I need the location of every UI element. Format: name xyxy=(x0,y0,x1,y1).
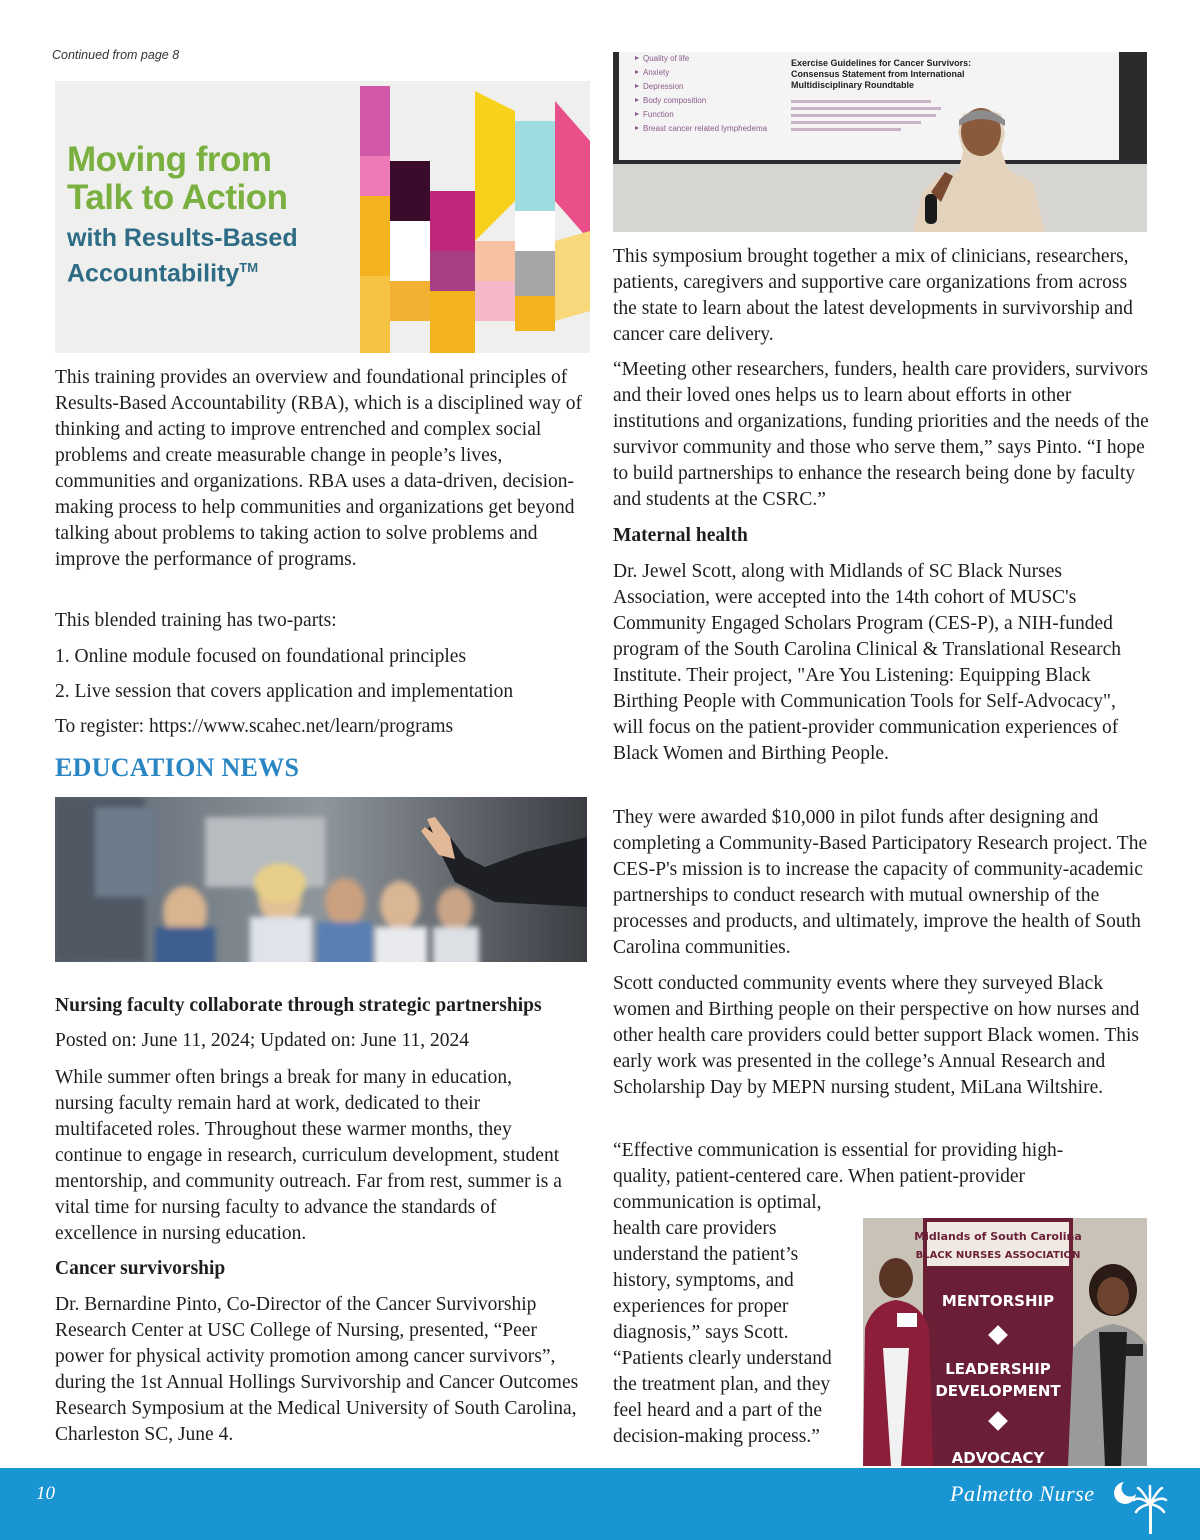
article-title: Nursing faculty collaborate through strategic partnerships xyxy=(55,995,542,1016)
rba-subtitle-line1: with Results-Based xyxy=(67,224,298,252)
quote-line: understand the patient’s xyxy=(613,1244,799,1265)
slide-bullet: Function xyxy=(643,110,674,119)
article-intro-text: While summer often brings a break for many in education, nursing faculty remain hard at work, dedicated to their multifaceted roles. Throughout these warmer months, they continue to engage in research, curriculum development, student mentorship, and community outreach. Far from rest, summer is a vital time for nursing faculty to advance the standards of excellence in nursing education. xyxy=(55,1067,562,1244)
article-posted-date: Posted on: June 11, 2024; Updated on: June 11, 2024 xyxy=(55,1030,469,1051)
slide-title-line: Multidisciplinary Roundtable xyxy=(791,80,915,90)
rba-title-line2: Talk to Action xyxy=(67,178,288,217)
cancer-survivorship-heading: Cancer survivorship xyxy=(55,1258,226,1279)
banner-item-mentorship: MENTORSHIP xyxy=(941,1292,1055,1310)
quote-line: the treatment plan, and they xyxy=(613,1374,831,1395)
rba-mosaic-graphic xyxy=(355,81,590,353)
publication-name: Palmetto Nurse xyxy=(950,1481,1095,1506)
page-footer xyxy=(0,1468,1200,1540)
maternal-health-text-2: They were awarded $10,000 in pilot funds after designing and completing a Community-Based Participatory Research project. The CES-P's mission is to increase the capacity of community-academic partnerships to conduct research with mutual ownership of the processes and products, and ultimately, improve the health of South Carolina communities. xyxy=(613,807,1148,958)
slide-bullet: Body composition xyxy=(643,96,707,105)
maternal-health-heading: Maternal health xyxy=(613,525,748,546)
quote-line: communication is optimal, xyxy=(613,1192,822,1213)
rba-title xyxy=(67,141,288,217)
quote-line: quality, patient-centered care. When patient-provider xyxy=(613,1166,1026,1187)
banner-item-development: DEVELOPMENT xyxy=(935,1382,1061,1400)
rba-intro-text: This training provides an overview and foundational principles of Results-Based Accountability (RBA), which is a disciplined way of thinking and acting to improve entrenched and complex social problems and create measurable change in people’s lives, communities and organizations. RBA uses a data-driven, decision-making process to help communities and organizations get beyond talking about problems to taking action to solve problems and improve the performance of programs. xyxy=(55,367,582,570)
nurses-association-photo xyxy=(863,1218,1147,1466)
trademark-mark: TM xyxy=(239,260,259,275)
page-number: 10 xyxy=(36,1483,55,1504)
palmetto-moon-icon xyxy=(1110,1470,1170,1536)
rba-register-link[interactable]: To register: https://www.scahec.net/learn/programs xyxy=(55,716,454,737)
section-heading-education-news: EDUCATION NEWS xyxy=(55,753,300,782)
quote-line: experiences for proper xyxy=(613,1296,789,1317)
maternal-health-text-3: Scott conducted community events where they surveyed Black women and Birthing people on their perspective on how nurses and other health care providers could better support Black women. This early work was presented in the college’s Annual Research and Scholarship Day by MEPN nursing student, MiLana Wiltshire. xyxy=(613,973,1140,1098)
rba-part-2: 2. Live session that covers application and implementation xyxy=(55,681,514,702)
quote-line: “Patients clearly understand xyxy=(613,1348,832,1369)
slide-bullet: Anxiety xyxy=(643,68,670,77)
slide-bullet: Quality of life xyxy=(643,54,690,63)
symposium-text: This symposium brought together a mix of clinicians, researchers, patients, caregivers and supportive care organizations from across the state to learn about the latest developments in survivorship and cancer care delivery. xyxy=(613,246,1133,345)
quote-line: feel heard and a part of the xyxy=(613,1400,822,1421)
rba-part-1: 1. Online module focused on foundational principles xyxy=(55,646,467,667)
slide-title-line: Consensus Statement from International xyxy=(791,69,965,79)
slide-title-line: Exercise Guidelines for Cancer Survivors: xyxy=(791,58,972,68)
rba-subtitle xyxy=(67,223,298,288)
quote-line: history, symptoms, and xyxy=(613,1270,794,1291)
slide-bullet: Breast cancer related lymphedema xyxy=(643,124,768,133)
classroom-photo xyxy=(55,797,587,962)
rba-parts-intro: This blended training has two-parts: xyxy=(55,610,337,631)
rba-title-line1: Moving from xyxy=(67,140,272,179)
speaker-photo xyxy=(613,52,1147,232)
rba-banner-image xyxy=(55,81,590,353)
banner-line-1: Midlands of South Carolina xyxy=(914,1230,1082,1243)
banner-line-2: BLACK NURSES ASSOCIATION xyxy=(915,1250,1081,1261)
slide-bullet: Depression xyxy=(643,82,684,91)
quote-line: health care providers xyxy=(613,1218,777,1239)
maternal-health-text-1: Dr. Jewel Scott, along with Midlands of SC Black Nurses Association, were accepted into the 14th cohort of MUSC's Community Engaged Scholars Program (CES-P), a NIH-funded program of the South Carolina Clinical & Translational Research Institute. Their project, "Are You Listening: Equipping Black Birthing People with Communication Tools for Self-Advocacy", will focus on the patient-provider communication experiences of Black Women and Birthing People. xyxy=(613,561,1121,764)
banner-item-advocacy: ADVOCACY xyxy=(951,1449,1045,1466)
quote-line: “Effective communication is essential for providing high- xyxy=(613,1140,1064,1161)
cancer-survivorship-text: Dr. Bernardine Pinto, Co-Director of the Cancer Survivorship Research Center at USC College of Nursing, presented, “Peer power for physical activity promotion among cancer survivors”, during the 1st Annual Hollings Survivorship and Cancer Outcomes Research Symposium at the Medical University of South Carolina, Charleston SC, June 4. xyxy=(55,1294,579,1445)
rba-subtitle-line2: Accountability xyxy=(67,259,240,288)
continued-note: Continued from page 8 xyxy=(52,48,180,62)
pinto-quote-text: “Meeting other researchers, funders, health care providers, survivors and their loved ones helps us to learn about efforts in other institutions and organizations, funding priorities and the needs of the survivor community and those who serve them,” says Pinto. “I hope to build partnerships to enhance the research being done by faculty and students at the CSRC.” xyxy=(613,359,1149,510)
banner-item-leadership: LEADERSHIP xyxy=(945,1360,1051,1378)
quote-line: decision-making process.” xyxy=(613,1426,820,1447)
quote-line: diagnosis,” says Scott. xyxy=(613,1322,789,1343)
